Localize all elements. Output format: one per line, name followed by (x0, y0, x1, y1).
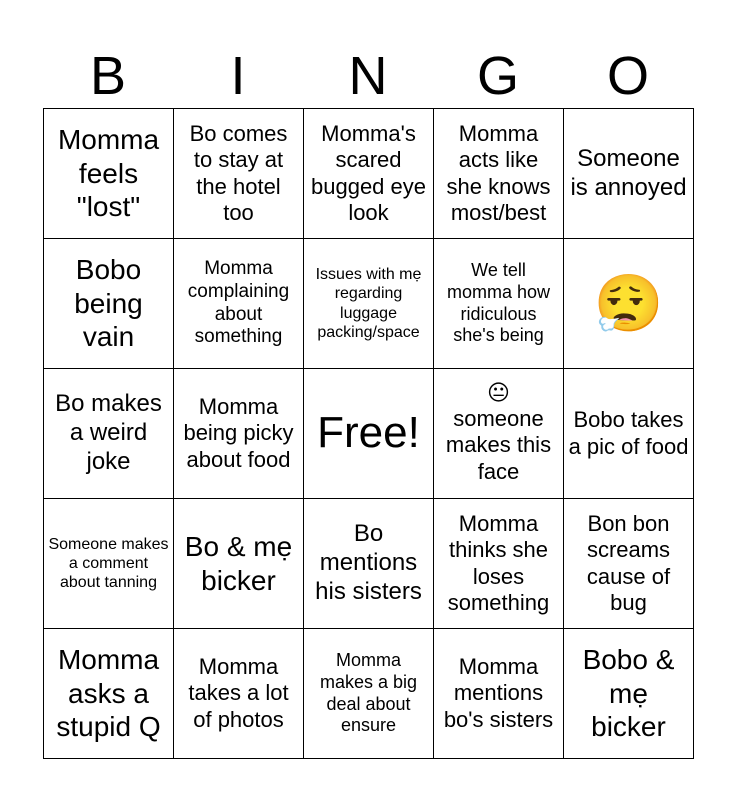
bingo-cell-emoji[interactable] (564, 239, 694, 369)
header-letter-b: B (89, 46, 127, 106)
bingo-cell[interactable]: Momma asks a stupid Q (44, 629, 174, 759)
cell-label: someone makes this face (445, 405, 552, 484)
bingo-cell[interactable]: Momma complaining about something (174, 239, 304, 369)
bingo-cell[interactable]: Momma acts like she knows most/best (434, 109, 564, 239)
bingo-cell[interactable]: We tell momma how ridiculous she's being (434, 239, 564, 369)
face-exhaling-icon: 😮‍💨 (593, 271, 664, 335)
bingo-cell[interactable]: Someone makes a comment about tanning (44, 499, 174, 629)
bingo-cell[interactable]: Someone is annoyed (564, 109, 694, 239)
bingo-cell[interactable]: Bo & mẹ bicker (174, 499, 304, 629)
bingo-cell[interactable]: Momma being picky about food (174, 369, 304, 499)
bingo-cell[interactable]: Momma makes a big deal about ensure (304, 629, 434, 759)
board-row (44, 239, 694, 369)
bingo-cell[interactable]: Bobo takes a pic of food (564, 369, 694, 499)
bingo-cell[interactable]: Bo mentions his sisters (304, 499, 434, 629)
header-letter-o: O (606, 46, 649, 106)
header-letter-i: I (230, 46, 246, 106)
header-letter-n: N (348, 46, 388, 106)
bingo-cell[interactable]: Bon bon screams cause of bug (564, 499, 694, 629)
bingo-board (43, 108, 694, 759)
bingo-cell[interactable]: Momma feels "lost" (44, 109, 174, 239)
bingo-cell[interactable]: Momma thinks she loses something (434, 499, 564, 629)
neutral-face-icon: 😐 (487, 379, 510, 405)
header-letter-g: G (476, 46, 519, 106)
bingo-cell[interactable]: Bo makes a weird joke (44, 369, 174, 499)
bingo-cell[interactable]: Bobo & mẹ bicker (564, 629, 694, 759)
board-row (44, 109, 694, 239)
free-space-cell[interactable]: Free! (304, 369, 434, 499)
bingo-cell[interactable]: Momma mentions bo's sisters (434, 629, 564, 759)
bingo-cell[interactable]: Issues with mẹ regarding luggage packing/space (304, 239, 434, 369)
board-row (44, 629, 694, 759)
board-row (44, 369, 694, 499)
bingo-header (43, 44, 693, 108)
board-row (44, 499, 694, 629)
bingo-cell[interactable]: Momma takes a lot of photos (174, 629, 304, 759)
bingo-cell[interactable]: Momma's scared bugged eye look (304, 109, 434, 239)
bingo-cell-with-emoji[interactable] (434, 369, 564, 499)
bingo-cell[interactable]: Bo comes to stay at the hotel too (174, 109, 304, 239)
bingo-cell[interactable]: Bobo being vain (44, 239, 174, 369)
